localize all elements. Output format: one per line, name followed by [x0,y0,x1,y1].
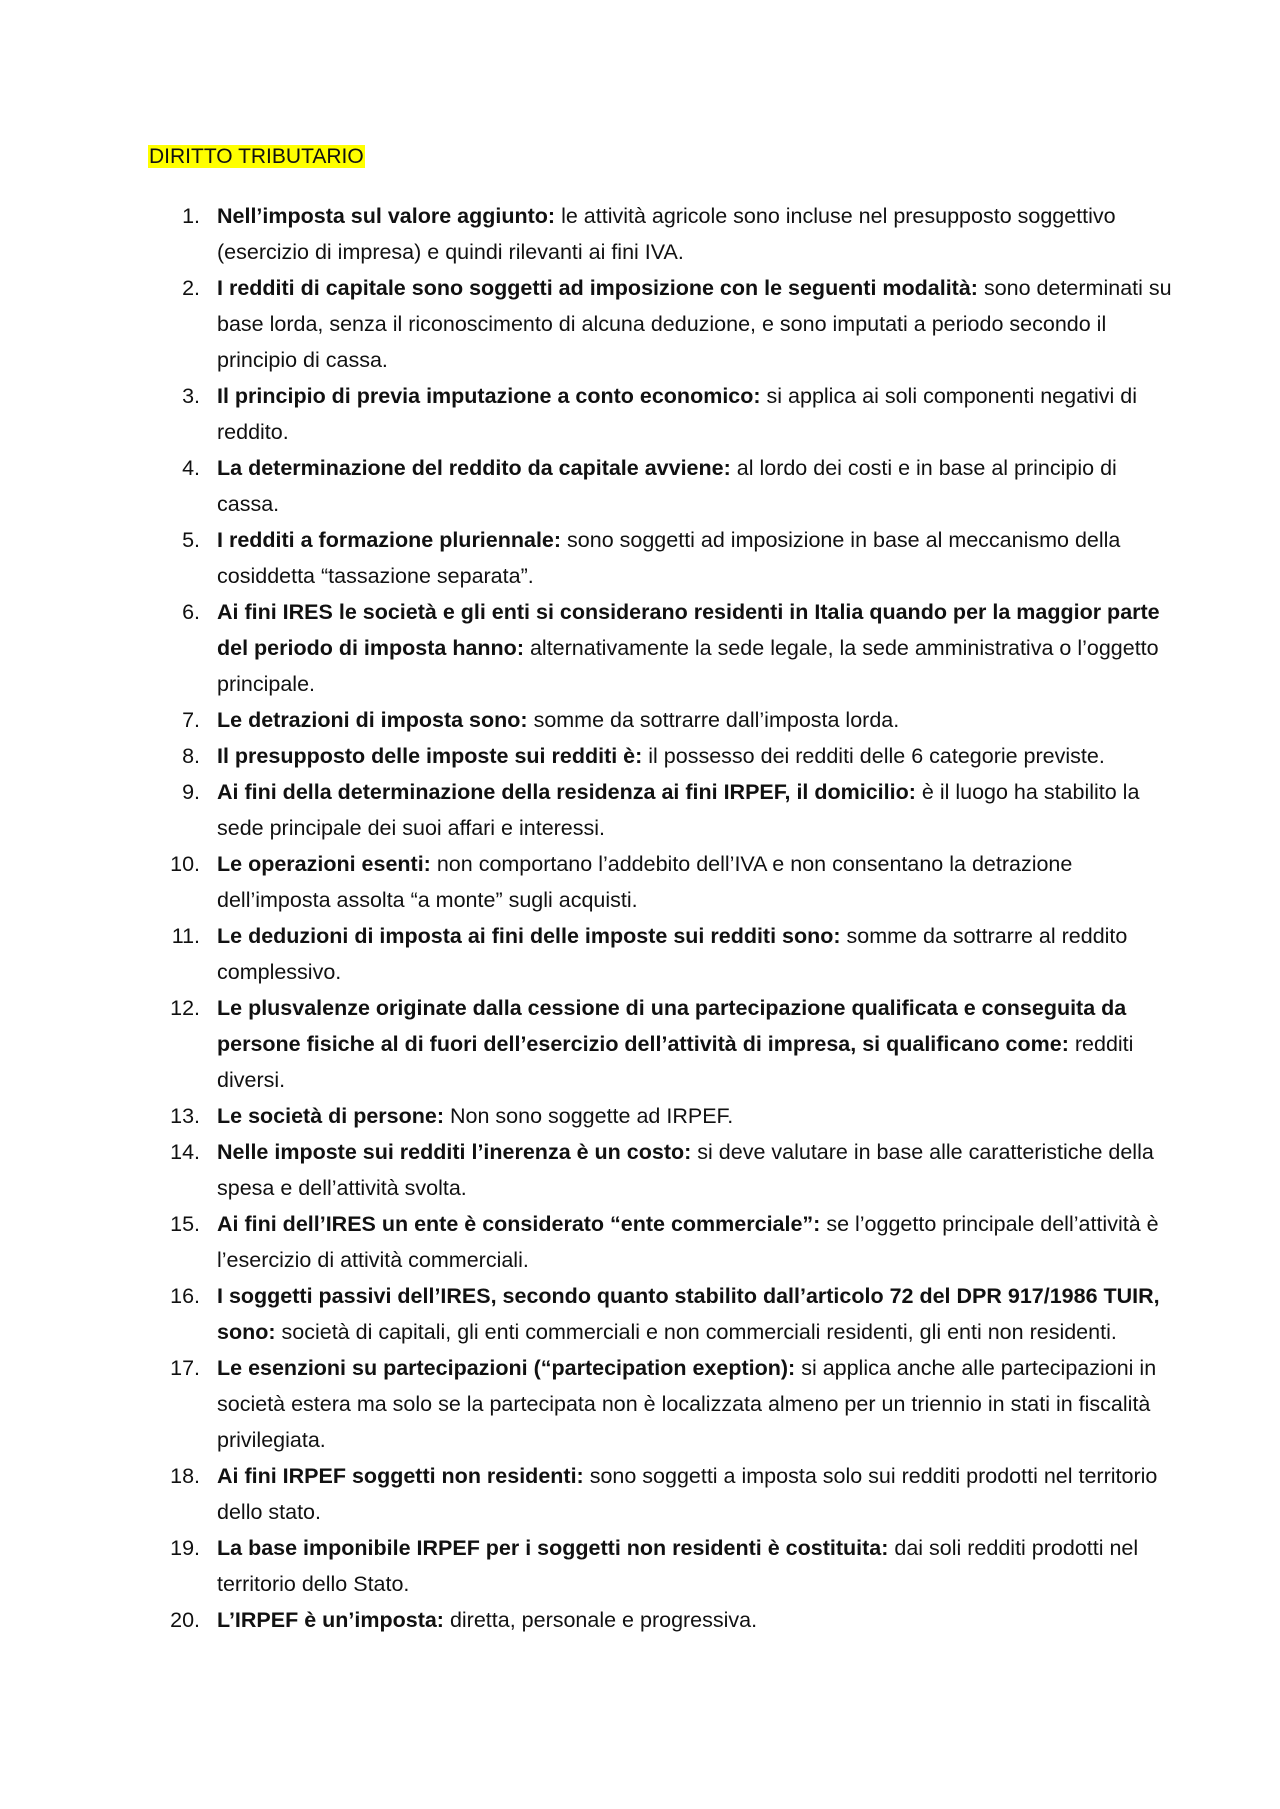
item-question: Ai fini dell’IRES un ente è considerato “ente commerciale”: [217,1212,821,1236]
list-item [148,450,1178,522]
item-number: 14. [170,1140,200,1164]
list-item [148,1530,1178,1602]
item-number: 15. [170,1212,200,1236]
item-number: 10. [170,852,200,876]
list-item [148,1134,1178,1206]
item-number: 1. [182,204,200,228]
item-question: Le società di persone: [217,1104,445,1128]
list-item [148,378,1178,450]
item-answer: diretta, personale e progressiva. [449,1608,758,1632]
item-question: I soggetti passivi dell’IRES, secondo quanto stabilito dall’articolo 72 del DPR 917/1986 TUIR, sono: [217,1284,1160,1344]
item-answer: le attività agricole sono incluse nel presupposto soggettivo (esercizio di impresa) e quindi rilevanti ai fini IVA. [217,204,1116,264]
item-question: Nelle imposte sui redditi l’inerenza è un costo: [217,1140,692,1164]
item-answer: non comportano l’addebito dell’IVA e non consentano la detrazione dell’imposta assolta “a monte” sugli acquisti. [217,852,1073,912]
item-number: 8. [182,744,200,768]
item-answer: sono soggetti a imposta solo sui redditi prodotti nel territorio dello stato. [217,1464,1158,1524]
item-number: 18. [170,1464,200,1488]
item-answer: dai soli redditi prodotti nel territorio dello Stato. [217,1536,1139,1596]
item-question: Il presupposto delle imposte sui redditi è: [217,744,643,768]
item-answer: si deve valutare in base alle caratteristiche della spesa e dell’attività svolta. [217,1140,1154,1200]
item-question: Le esenzioni su partecipazioni (“partecipation exeption): [217,1356,796,1380]
list-item [148,1350,1178,1458]
item-number: 3. [182,384,200,408]
item-question: Ai fini della determinazione della residenza ai fini IRPEF, il domicilio: [217,780,916,804]
item-answer: il possesso dei redditi delle 6 categorie previste. [648,744,1105,768]
list-item [148,198,1178,270]
question-answer-list [148,198,1178,1638]
list-item [148,1206,1178,1278]
item-question: Il principio di previa imputazione a conto economico: [217,384,761,408]
list-item [148,1098,1178,1134]
item-number: 12. [170,996,200,1020]
item-number: 9. [182,780,200,804]
item-answer: si applica ai soli componenti negativi di reddito. [217,384,1138,444]
item-number: 2. [182,276,200,300]
item-answer: sono determinati su base lorda, senza il riconoscimento di alcuna deduzione, e sono imputati a periodo secondo il principio di cassa. [217,276,1172,372]
document-title-text: DIRITTO TRIBUTARIO [149,145,364,168]
item-question: Le plusvalenze originate dalla cessione di una partecipazione qualificata e conseguita da persone fisiche al di fuori dell’esercizio dell’attività di impresa, si qualificano come: [217,996,1127,1056]
item-number: 16. [170,1284,200,1308]
item-number: 11. [171,924,200,948]
list-item [148,594,1178,702]
list-item [148,774,1178,846]
item-answer: redditi diversi. [217,1032,1134,1092]
item-question: L’IRPEF è un’imposta: [217,1608,444,1632]
item-number: 20. [170,1608,200,1632]
list-item [148,270,1178,378]
item-number: 6. [182,600,200,624]
item-question: La determinazione del reddito da capitale avviene: [217,456,731,480]
item-answer: società di capitali, gli enti commerciali e non commerciali residenti, gli enti non residenti. [281,1320,1117,1344]
list-item [148,738,1178,774]
item-number: 17. [170,1356,200,1380]
item-question: I redditi di capitale sono soggetti ad imposizione con le seguenti modalità: [217,276,978,300]
list-item [148,990,1178,1098]
item-question: La base imponibile IRPEF per i soggetti non residenti è costituita: [217,1536,889,1560]
item-question: I redditi a formazione pluriennale: [217,528,562,552]
item-number: 19. [170,1536,200,1560]
item-answer: è il luogo ha stabilito la sede principale dei suoi affari e interessi. [217,780,1140,840]
list-item [148,522,1178,594]
item-question: Le deduzioni di imposta ai fini delle imposte sui redditi sono: [217,924,841,948]
list-item [148,918,1178,990]
item-number: 13. [170,1104,200,1128]
item-answer: somme da sottrarre al reddito complessivo. [217,924,1128,984]
item-question: Ai fini IRES le società e gli enti si considerano residenti in Italia quando per la maggior parte del periodo di imposta hanno: [217,600,1160,660]
list-item [148,846,1178,918]
item-question: Nell’imposta sul valore aggiunto: [217,204,556,228]
item-answer: se l’oggetto principale dell’attività è l’esercizio di attività commerciali. [217,1212,1159,1272]
document-title [148,142,365,172]
item-question: Ai fini IRPEF soggetti non residenti: [217,1464,584,1488]
item-question: Le detrazioni di imposta sono: [217,708,528,732]
list-item [148,1602,1178,1638]
item-number: 7. [182,708,200,732]
item-answer: Non sono soggette ad IRPEF. [450,1104,734,1128]
item-answer: alternativamente la sede legale, la sede amministrativa o l’oggetto principale. [217,636,1159,696]
item-answer: al lordo dei costi e in base al principio di cassa. [217,456,1117,516]
item-answer: sono soggetti ad imposizione in base al meccanismo della cosiddetta “tassazione separata”. [217,528,1121,588]
item-question: Le operazioni esenti: [217,852,431,876]
list-item [148,1278,1178,1350]
list-item [148,1458,1178,1530]
item-answer: si applica anche alle partecipazioni in società estera ma solo se la partecipata non è localizzata almeno per un triennio in stati in fiscalità privilegiata. [217,1356,1157,1452]
item-answer: somme da sottrarre dall’imposta lorda. [533,708,900,732]
item-number: 5. [182,528,200,552]
list-item [148,702,1178,738]
item-number: 4. [182,456,200,480]
